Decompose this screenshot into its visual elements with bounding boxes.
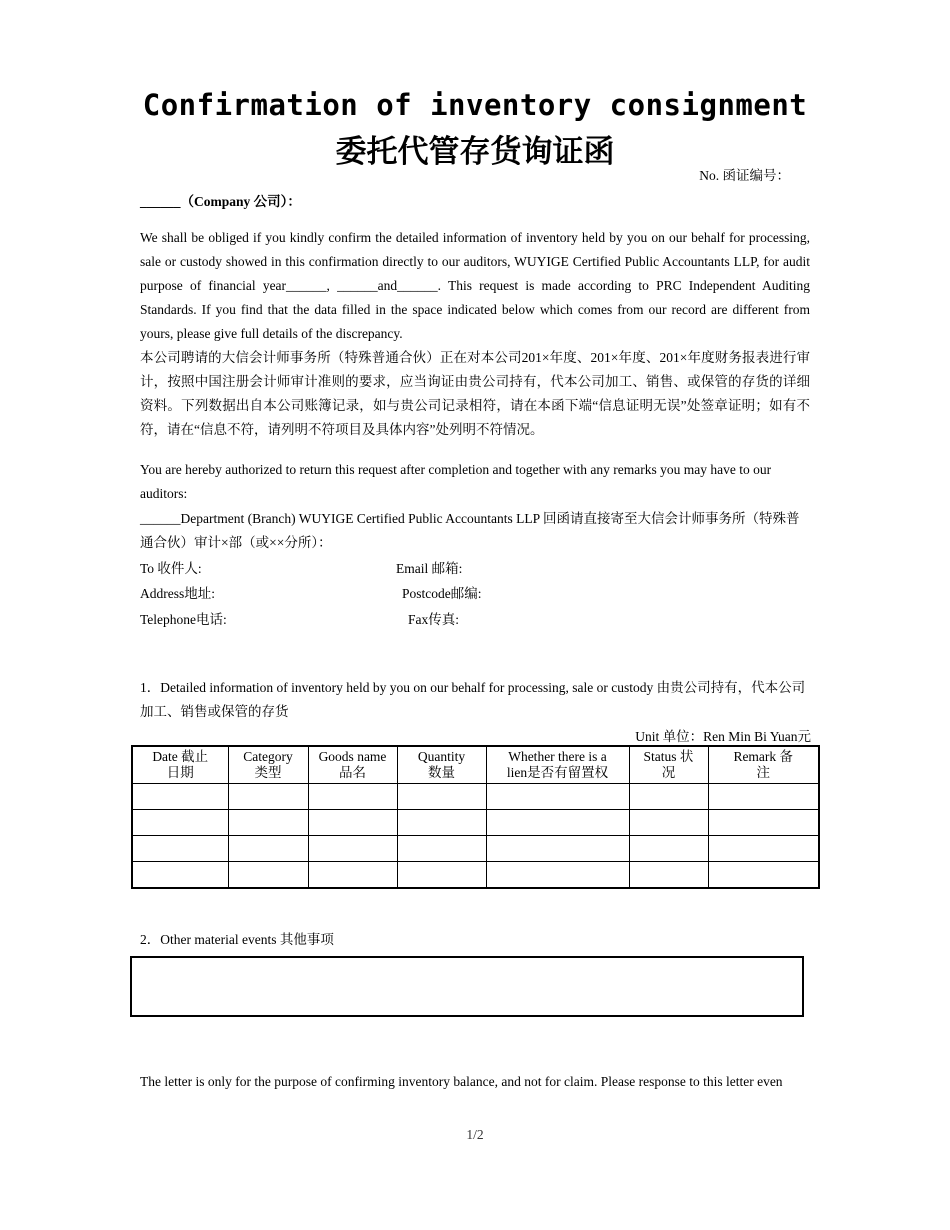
table-cell[interactable]: [486, 784, 629, 810]
table-cell[interactable]: [629, 836, 708, 862]
table-cell[interactable]: [629, 862, 708, 889]
table-cell[interactable]: [708, 862, 819, 889]
table-row: [132, 862, 819, 889]
table-cell[interactable]: [397, 836, 486, 862]
header-category: Category 类型: [228, 746, 308, 784]
table-cell[interactable]: [708, 810, 819, 836]
table-cell[interactable]: [228, 810, 308, 836]
contact-to: To 收件人:: [140, 561, 202, 576]
intro-english: We shall be obliged if you kindly confirm the detailed information of inventory held by you on our behalf for processing, sale or custody showed in this confirmation directly to our auditors, WUYIGE Certified Public Accountants LLP, for audit purpose of financial year______, ______and______. This request is made according to PRC Independent Auditing Standards. If you find that the data filled in the space indicated below which comes from our record are different from yours, please give full details of the discrepancy.: [140, 230, 810, 341]
table-cell[interactable]: [308, 810, 397, 836]
table-cell[interactable]: [486, 862, 629, 889]
contact-fax: Fax传真:: [408, 612, 460, 627]
header-date: Date 截止 日期: [132, 746, 228, 784]
title-english: Confirmation of inventory consignment: [142, 88, 808, 122]
inventory-table: [131, 745, 820, 889]
table-cell[interactable]: [397, 784, 486, 810]
header-remark: Remark 备 注: [708, 746, 819, 784]
table-cell[interactable]: [132, 810, 228, 836]
table-cell[interactable]: [228, 862, 308, 889]
header-lien: Whether there is a lien是否有留置权: [486, 746, 629, 784]
table-cell[interactable]: [708, 784, 819, 810]
other-events-box[interactable]: [130, 956, 804, 1017]
contact-email: Email 邮箱:: [396, 561, 463, 576]
table-cell[interactable]: [629, 784, 708, 810]
table-cell[interactable]: [308, 784, 397, 810]
contact-address: Address地址:: [140, 586, 215, 601]
department-text: ______Department (Branch) WUYIGE Certified Public Accountants LLP 回函请直接寄至大信会计师事务所（特殊普通合伙）审计×部（或××分所）：: [140, 511, 800, 550]
confirmation-number-label: No. 函证编号：: [699, 168, 790, 183]
table-row: [132, 836, 819, 862]
table-cell[interactable]: [486, 810, 629, 836]
table-cell[interactable]: [132, 836, 228, 862]
contact-postcode: Postcode邮编:: [402, 586, 482, 601]
authorize-text: You are hereby authorized to return this request after completion and together with any remarks you may have to our auditors:: [140, 462, 772, 501]
header-quantity: Quantity 数量: [397, 746, 486, 784]
contact-telephone: Telephone电话:: [140, 612, 227, 627]
unit-label: Unit 单位：Ren Min Bi Yuan元: [635, 729, 811, 744]
table-cell[interactable]: [228, 784, 308, 810]
header-status: Status 状 况: [629, 746, 708, 784]
table-cell[interactable]: [629, 810, 708, 836]
table-cell[interactable]: [308, 862, 397, 889]
table-header-row: [132, 746, 819, 784]
table-cell[interactable]: [397, 810, 486, 836]
table-cell[interactable]: [308, 836, 397, 862]
intro-chinese: 本公司聘请的大信会计师事务所（特殊普通合伙）正在对本公司201×年度、201×年度、201×年度财务报表进行审计，按照中国注册会计师审计准则的要求，应当询证由贵公司持有，代本公司加工、销售、或保管的存货的详细资料。下列数据出自本公司账簿记录，如与贵公司记录相符，请在本函下端“信息证明无误”处签章证明；如有不符，请在“信息不符，请列明不符项目及具体内容”处列明不符情况。: [140, 350, 810, 437]
table-row: [132, 784, 819, 810]
table-cell[interactable]: [486, 836, 629, 862]
table-cell[interactable]: [132, 862, 228, 889]
table-row: [132, 810, 819, 836]
title-chinese: 委托代管存货询证函: [335, 134, 615, 170]
table-cell[interactable]: [228, 836, 308, 862]
table-cell[interactable]: [132, 784, 228, 810]
section-1-heading: 1．Detailed information of inventory held by you on our behalf for processing, sale or custody 由贵公司持有，代本公司加工、销售或保管的存货: [140, 680, 806, 719]
page-number: 1/2: [466, 1127, 484, 1142]
company-addressee: ______（Company 公司）：: [140, 194, 301, 209]
table-cell[interactable]: [397, 862, 486, 889]
header-goods-name: Goods name 品名: [308, 746, 397, 784]
closing-text: The letter is only for the purpose of confirming inventory balance, and not for claim. Please response to this letter even: [140, 1074, 783, 1089]
section-2-heading: 2．Other material events 其他事项: [140, 932, 334, 947]
table-cell[interactable]: [708, 836, 819, 862]
